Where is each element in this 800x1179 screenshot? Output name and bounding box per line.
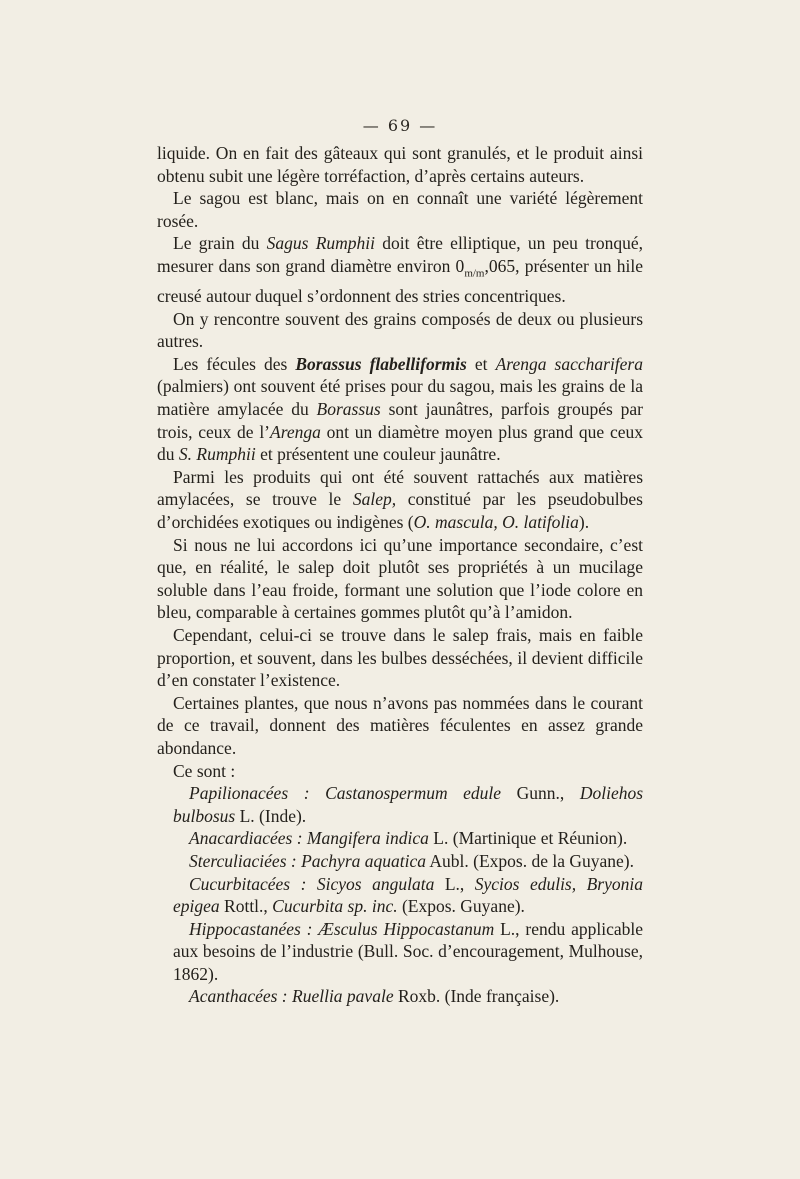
paragraph-2: Le sagou est blanc, mais on en connaît une variété légèrement rosée. [157,188,643,231]
paragraph-grain: Le grain du Sagus Rumphii doit être elliptique, un peu tronqué, mesurer dans son grand diamètre environ $0_{m/m},065$, présenter un hile creusé autour duquel s’ordonnent des stries concentriques. [157,233,643,307]
list-item: Cucurbitacées : Sicyos angulata L., Sycios edulis, Bryonia epigea Rottl., Cucurbita sp. inc. (Expos. Guyane). [173,873,643,917]
paragraph-5: Cependant, celui-ci se trouve dans le salep frais, mais en faible proportion, et souvent, dans les bulbes desséchées, il devient difficile d’en constater l’existence. [157,624,643,691]
paragraph-6: Certaines plantes, que nous n’avons pas nommées dans le courant de ce travail, donnent des matières féculentes en assez grande abondance. [157,692,643,758]
paragraph-7: Ce sont : [173,760,236,781]
list-item: Anacardiacées : Mangifera indica L. (Martinique et Réunion). [189,828,628,849]
list-item: Hippocastanées : Æsculus Hippocastanum L., rendu applicable aux besoins de l’industrie (Bull. Soc. d’encouragement, Mulhouse, 1862). [173,918,643,984]
list-item: Papilionacées : Castanospermum edule Gunn., Doliehos bulbosus L. (Inde). [173,783,644,826]
paragraph-3: On y rencontre souvent des grains composés de deux ou plusieurs autres. [157,308,643,352]
paragraph-1: liquide. On en fait des gâteaux qui sont granulés, et le produit ainsi obtenu subit une légère torréfaction, d’après certains auteurs. [157,143,643,186]
paragraph-salep: Parmi les produits qui ont été souvent rattachés aux matières amylacées, se trouve le Salep, constitué par les pseudobulbes d’orchidées exotiques ou indigènes (O. mascula, O. latifolia). [157,466,643,532]
list-item: Sterculiaciées : Pachyra aquatica Aubl. (Expos. de la Guyane). [189,850,635,871]
paragraph-fecules: Les fécules des Borassus flabelliformis et Arenga saccharifera (palmiers) ont souvent été prises pour du sagou, mais les grains de la matière amylacée du Borassus sont jaunâtres, parfois groupés par trois, ceux de l’Arenga ont un diamètre moyen plus grand que ceux du S. Rumphii et présentent une couleur jaunâtre. [157,353,643,465]
paragraph-4: Si nous ne lui accordons ici qu’une importance secondaire, c’est que, en réalité, le salep doit plutôt ses propriétés à un mucilage soluble dans l’eau froide, formant une solution que l’iode colore en bleu, comparable à certaines gommes plutôt qu’à l’amidon. [157,534,643,623]
list-item: Acanthacées : Ruellia pavale Roxb. (Inde française). [189,986,560,1007]
page-number: — 69 — [362,116,438,135]
body-text [157,142,643,1008]
